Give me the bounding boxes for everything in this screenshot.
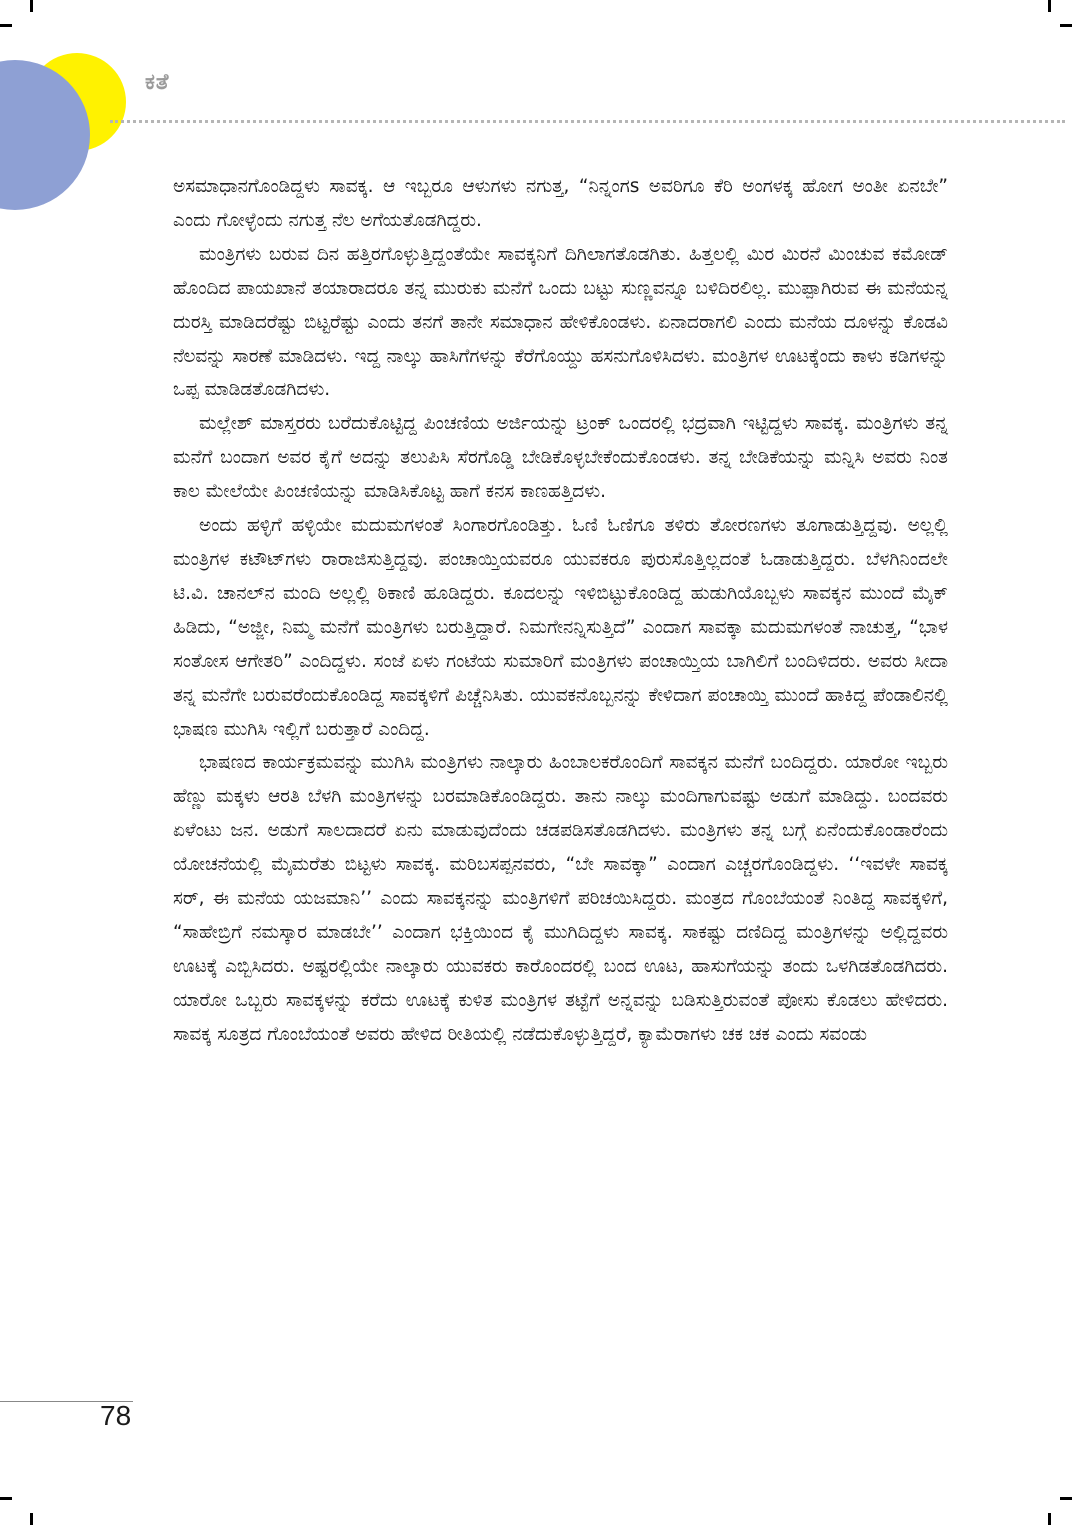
crop-mark bbox=[1060, 1497, 1072, 1500]
crop-mark bbox=[0, 1497, 12, 1500]
page-number: 78 bbox=[100, 1400, 132, 1431]
section-title: ಕತೆ bbox=[145, 70, 170, 95]
crop-mark bbox=[30, 1513, 33, 1525]
crop-mark bbox=[0, 24, 12, 27]
paragraph: ಅಸಮಾಧಾನಗೊಂಡಿದ್ದಳು ಸಾವಕ್ಕ. ಆ ಇಬ್ಬರೂ ಆಳುಗಳು ನಗುತ್ತ, “ನಿನ್ನಂಗs ಅವರಿಗೂ ಕೆರಿ ಅಂಗಳಕ್ಕ ಹೋಗ ಅಂತೀ ಏನಬೇ” ಎಂದು ಗೋಳ್ಳೆಂದು ನಗುತ್ತ ನೆಲ ಅಗೆಯತೊಡಗಿದ್ದರು. bbox=[173, 176, 948, 231]
header-dotted-rule bbox=[110, 120, 1065, 123]
crop-mark bbox=[1060, 24, 1072, 27]
crop-mark bbox=[1048, 1513, 1051, 1525]
paragraph: ಭಾಷಣದ ಕಾರ್ಯಕ್ರಮವನ್ನು ಮುಗಿಸಿ ಮಂತ್ರಿಗಳು ನಾಲ್ಕಾರು ಹಿಂಬಾಲಕರೊಂದಿಗೆ ಸಾವಕ್ಕನ ಮನೆಗೆ ಬಂದಿದ್ದರು. ಯಾರೋ ಇಬ್ಬರು ಹೆಣ್ಣು ಮಕ್ಕಳು ಆರತಿ ಬೆಳಗಿ ಮಂತ್ರಿಗಳನ್ನು ಬರಮಾಡಿಕೊಂಡಿದ್ದರು. ತಾನು ನಾಲ್ಕು ಮಂದಿಗಾಗುವಷ್ಟು ಅಡುಗೆ ಮಾಡಿದ್ದು. ಬಂದವರು ಏಳೆಂಟು ಜನ. ಅಡುಗೆ ಸಾಲದಾದರೆ ಏನು ಮಾಡುವುದೆಂದು ಚಡಪಡಿಸತೊಡಗಿದಳು. ಮಂತ್ರಿಗಳು ತನ್ನ ಬಗ್ಗೆ ಏನೆಂದುಕೊಂಡಾರೆಂದು ಯೋಚನೆಯಲ್ಲಿ ಮೈಮರೆತು ಬಿಟ್ಟಳು ಸಾವಕ್ಕ. ಮರಿಬಸಪ್ಪನವರು, “ಬೇ ಸಾವಕ್ಕಾ” ಎಂದಾಗ ಎಚ್ಚರಗೊಂಡಿದ್ದಳು. ‘‘ಇವಳೇ ಸಾವಕ್ಕ ಸರ್, ಈ ಮನೆಯ ಯಜಮಾನಿ’’ ಎಂದು ಸಾವಕ್ಕನನ್ನು ಮಂತ್ರಿಗಳಿಗೆ ಪರಿಚಯಿಸಿದ್ದರು. ಮಂತ್ರದ ಗೊಂಬೆಯಂತೆ ನಿಂತಿದ್ದ ಸಾವಕ್ಕಳಿಗೆ, “ಸಾಹೇಬ್ರಿಗೆ ನಮಸ್ಕಾರ ಮಾಡಬೇ’’ ಎಂದಾಗ ಭಕ್ತಿಯಿಂದ ಕೈ ಮುಗಿದಿದ್ದಳು ಸಾವಕ್ಕ. ಸಾಕಷ್ಟು ದಣಿದಿದ್ದ ಮಂತ್ರಿಗಳನ್ನು ಅಲ್ಲಿದ್ದವರು ಊಟಕ್ಕೆ ಎಬ್ಬಿಸಿದರು. ಅಷ್ಟರಲ್ಲಿಯೇ ನಾಲ್ಕಾರು ಯುವಕರು ಕಾರೊಂದರಲ್ಲಿ ಬಂದ ಊಟ, ಹಾಸುಗೆಯನ್ನು ತಂದು ಒಳಗಿಡತೊಡಗಿದರು. ಯಾರೋ ಒಬ್ಬರು ಸಾವಕ್ಕಳನ್ನು ಕರೆದು ಊಟಕ್ಕೆ ಕುಳಿತ ಮಂತ್ರಿಗಳ ತಟ್ಟೆಗೆ ಅನ್ನವನ್ನು ಬಡಿಸುತ್ತಿರುವಂತೆ ಪೋಸು ಕೊಡಲು ಹೇಳಿದರು. ಸಾವಕ್ಕ ಸೂತ್ರದ ಗೊಂಬೆಯಂತೆ ಅವರು ಹೇಳಿದ ರೀತಿಯಲ್ಲಿ ನಡೆದುಕೊಳ್ಳುತ್ತಿದ್ದರೆ, ಕ್ಯಾಮೆರಾಗಳು ಚಕ ಚಕ ಎಂದು ಸವಂಡು bbox=[173, 752, 948, 1045]
paragraph: ಮಲ್ಲೇಶ್ ಮಾಸ್ತರರು ಬರೆದುಕೊಟ್ಟಿದ್ದ ಪಿಂಚಣಿಯ ಅರ್ಜಿಯನ್ನು ಟ್ರಂಕ್ ಒಂದರಲ್ಲಿ ಭದ್ರವಾಗಿ ಇಟ್ಟಿದ್ದಳು ಸಾವಕ್ಕ. ಮಂತ್ರಿಗಳು ತನ್ನ ಮನೆಗೆ ಬಂದಾಗ ಅವರ ಕೈಗೆ ಅದನ್ನು ತಲುಪಿಸಿ ಸೆರಗೊಡ್ಡಿ ಬೇಡಿಕೊಳ್ಳಬೇಕೆಂದುಕೊಂಡಳು. ತನ್ನ ಬೇಡಿಕೆಯನ್ನು ಮನ್ನಿಸಿ ಅವರು ನಿಂತ ಕಾಲ ಮೇಲೆಯೇ ಪಿಂಚಣಿಯನ್ನು ಮಾಡಿಸಿಕೊಟ್ಟ ಹಾಗೆ ಕನಸ ಕಾಣಹತ್ತಿದಳು. bbox=[173, 413, 948, 503]
paragraph: ಅಂದು ಹಳ್ಳಿಗೆ ಹಳ್ಳಿಯೇ ಮದುಮಗಳಂತೆ ಸಿಂಗಾರಗೊಂಡಿತ್ತು. ಓಣಿ ಓಣಿಗೂ ತಳಿರು ತೋರಣಗಳು ತೂಗಾಡುತ್ತಿದ್ದವು. ಅಲ್ಲಲ್ಲಿ ಮಂತ್ರಿಗಳ ಕಟೌಟ್‌ಗಳು ರಾರಾಜಿಸುತ್ತಿದ್ದವು. ಪಂಚಾಯ್ತಿಯವರೂ ಯುವಕರೂ ಪುರುಸೊತ್ತಿಲ್ಲದಂತೆ ಓಡಾಡುತ್ತಿದ್ದರು. ಬೆಳಗಿನಿಂದಲೇ ಟಿ.ವಿ. ಚಾನಲ್‌ನ ಮಂದಿ ಅಲ್ಲಲ್ಲಿ ಠಿಕಾಣಿ ಹೂಡಿದ್ದರು. ಕೂದಲನ್ನು ಇಳಿಬಿಟ್ಟುಕೊಂಡಿದ್ದ ಹುಡುಗಿಯೊಬ್ಬಳು ಸಾವಕ್ಕನ ಮುಂದೆ ಮೈಕ್ ಹಿಡಿದು, “ಅಜ್ಜೀ, ನಿಮ್ಮ ಮನೆಗೆ ಮಂತ್ರಿಗಳು ಬರುತ್ತಿದ್ದಾರೆ. ನಿಮಗೇನನ್ನಿಸುತ್ತಿದೆ” ಎಂದಾಗ ಸಾವಕ್ಕಾ ಮದುಮಗಳಂತೆ ನಾಚುತ್ತ, “ಭಾಳ ಸಂತೋಸ ಆಗೇತರಿ” ಎಂದಿದ್ದಳು. ಸಂಜೆ ಏಳು ಗಂಟೆಯ ಸುಮಾರಿಗೆ ಮಂತ್ರಿಗಳು ಪಂಚಾಯ್ತಿಯ ಬಾಗಿಲಿಗೆ ಬಂದಿಳಿದರು. ಅವರು ಸೀದಾ ತನ್ನ ಮನೆಗೇ ಬರುವರೆಂದುಕೊಂಡಿದ್ದ ಸಾವಕ್ಕಳಿಗೆ ಪಿಚ್ಚೆನಿಸಿತು. ಯುವಕನೊಬ್ಬನನ್ನು ಕೇಳಿದಾಗ ಪಂಚಾಯ್ತಿ ಮುಂದೆ ಹಾಕಿದ್ದ ಪೆಂಡಾಲಿನಲ್ಲಿ ಭಾಷಣ ಮುಗಿಸಿ ಇಲ್ಲಿಗೆ ಬರುತ್ತಾರೆ ಎಂದಿದ್ದ. bbox=[173, 515, 948, 740]
paragraph: ಮಂತ್ರಿಗಳು ಬರುವ ದಿನ ಹತ್ತಿರಗೊಳ್ಳುತ್ತಿದ್ದಂತೆಯೇ ಸಾವಕ್ಕನಿಗೆ ದಿಗಿಲಾಗತೊಡಗಿತು. ಹಿತ್ತಲಲ್ಲಿ ಮಿರ ಮಿರನೆ ಮಿಂಚುವ ಕಮೋಡ್ ಹೊಂದಿದ ಪಾಯಖಾನೆ ತಯಾರಾದರೂ ತನ್ನ ಮುರುಕು ಮನೆಗೆ ಒಂದು ಬಟ್ಟು ಸುಣ್ಣವನ್ನೂ ಬಳಿದಿರಲಿಲ್ಲ. ಮುಪ್ಪಾಗಿರುವ ಈ ಮನೆಯನ್ನ ದುರಸ್ತಿ ಮಾಡಿದರೆಷ್ಟು ಬಿಟ್ಟರೆಷ್ಟು ಎಂದು ತನಗೆ ತಾನೇ ಸಮಾಧಾನ ಹೇಳಿಕೊಂಡಳು. ಏನಾದರಾಗಲಿ ಎಂದು ಮನೆಯ ದೂಳನ್ನು ಕೊಡವಿ ನೆಲವನ್ನು ಸಾರಣೆ ಮಾಡಿದಳು. ಇದ್ದ ನಾಲ್ಕು ಹಾಸಿಗೆಗಳನ್ನು ಕೆರೆಗೊಯ್ದು ಹಸನುಗೊಳಿಸಿದಳು. ಮಂತ್ರಿಗಳ ಊಟಕ್ಕೆಂದು ಕಾಳು ಕಡಿಗಳನ್ನು ಒಪ್ಪ ಮಾಡಿಡತೊಡಗಿದಳು. bbox=[173, 243, 948, 401]
story-body bbox=[173, 170, 948, 1052]
crop-mark bbox=[30, 0, 33, 12]
crop-mark bbox=[1048, 0, 1051, 12]
